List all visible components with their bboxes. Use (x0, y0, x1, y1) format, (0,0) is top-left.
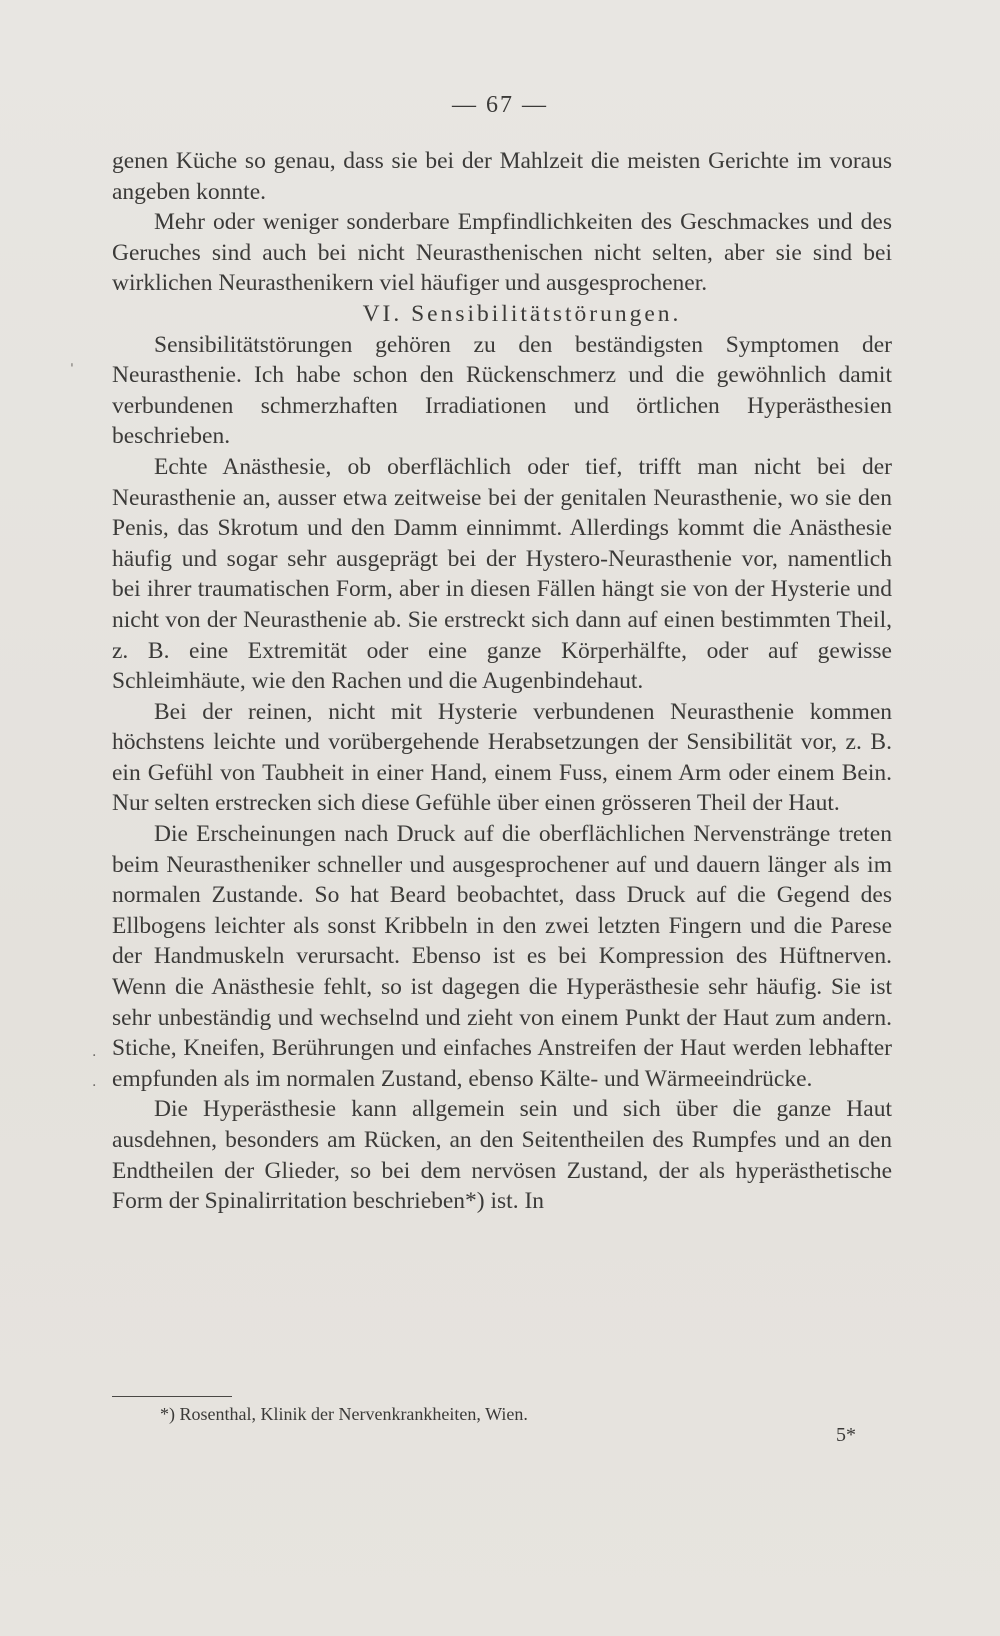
paragraph: Echte Anästhesie, ob oberflächlich oder tief, trifft man nicht bei der Neurasthenie an, ausser etwa zeitweise bei der genitalen Neurasthenie, wo sie den Penis, das Skrotum und den Damm einnimmt. Allerdings kommt die Anästhesie häufig und sogar sehr ausgeprägt bei der Hystero-Neurasthenie vor, namentlich bei ihrer traumatischen Form, aber in diesen Fällen hängt sie von der Hysterie und nicht von der Neurasthenie ab. Sie erstreckt sich dann auf einen bestimmten Theil, z. B. eine Extremität oder eine ganze Körperhälfte, oder auf gewisse Schleimhäute, wie den Rachen und die Augenbindehaut. (112, 453, 892, 695)
page-number: — 67 — (452, 92, 548, 118)
paragraph: Mehr oder weniger sonderbare Empfindlichkeiten des Geschmackes und des Geruches sind auch bei nicht Neurasthenischen nicht selten, aber sie sind bei wirklichen Neurasthenikern viel häufiger und ausgesprochener. (112, 209, 892, 297)
margin-dot: · (92, 1048, 97, 1064)
paragraph: Sensibilitätstörungen gehören zu den beständigsten Symptomen der Neurasthenie. Ich habe schon den Rückenschmerz und die gewöhnlich damit verbundenen schmerzhaften Irradiationen und örtlichen Hyperästhesien beschrieben. (112, 331, 892, 450)
margin-dot: · (92, 1078, 97, 1094)
footnote: *) Rosenthal, Klinik der Nervenkrankheiten, Wien. (160, 1404, 528, 1424)
paragraph: Bei der reinen, nicht mit Hysterie verbundenen Neurasthenie kommen höchstens leichte und vorübergehende Herabsetzungen der Sensibilität vor, z. B. ein Gefühl von Taubheit in einer Hand, einem Fuss, einem Arm oder einem Bein. Nur selten erstrecken sich diese Gefühle über einen grösseren Theil der Haut. (112, 698, 892, 817)
footnote-rule (112, 1396, 232, 1397)
paragraph: genen Küche so genau, dass sie bei der Mahlzeit die meisten Gerichte im voraus angeben konnte. (112, 148, 892, 205)
body-text (112, 146, 892, 1217)
paragraph: Die Erscheinungen nach Druck auf die oberflächlichen Nervenstränge treten beim Neurastheniker schneller und ausgesprochener auf und dauern länger als im normalen Zustande. So hat Beard beobachtet, dass Druck auf die Gegend des Ellbogens leichter als sonst Kribbeln in den zwei letzten Fingern und die Parese der Handmuskeln verursacht. Ebenso ist es bei Kompression des Hüftnerven. Wenn die Anästhesie fehlt, so ist dagegen die Hyperästhesie sehr häufig. Sie ist sehr unbeständig und wechselnd und zieht von einem Punkt der Haut zum andern. Stiche, Kneifen, Berührungen und einfaches Anstreifen der Haut werden lebhafter empfunden als im normalen Zustand, ebenso Kälte- und Wärmeeindrücke. (112, 821, 892, 1092)
section-heading: VI. Sensibilitätstörungen. (362, 300, 682, 327)
signature-mark: 5* (836, 1424, 856, 1446)
paragraph: Die Hyperästhesie kann allgemein sein und sich über die ganze Haut ausdehnen, besonders am Rücken, an den Seitentheilen des Rumpfes und an den Endtheilen der Glieder, so bei dem nervösen Zustand, der als hyperästhetische Form der Spinalirritation beschrieben*) ist. In (112, 1096, 892, 1215)
margin-tick: ˈ (70, 362, 74, 378)
